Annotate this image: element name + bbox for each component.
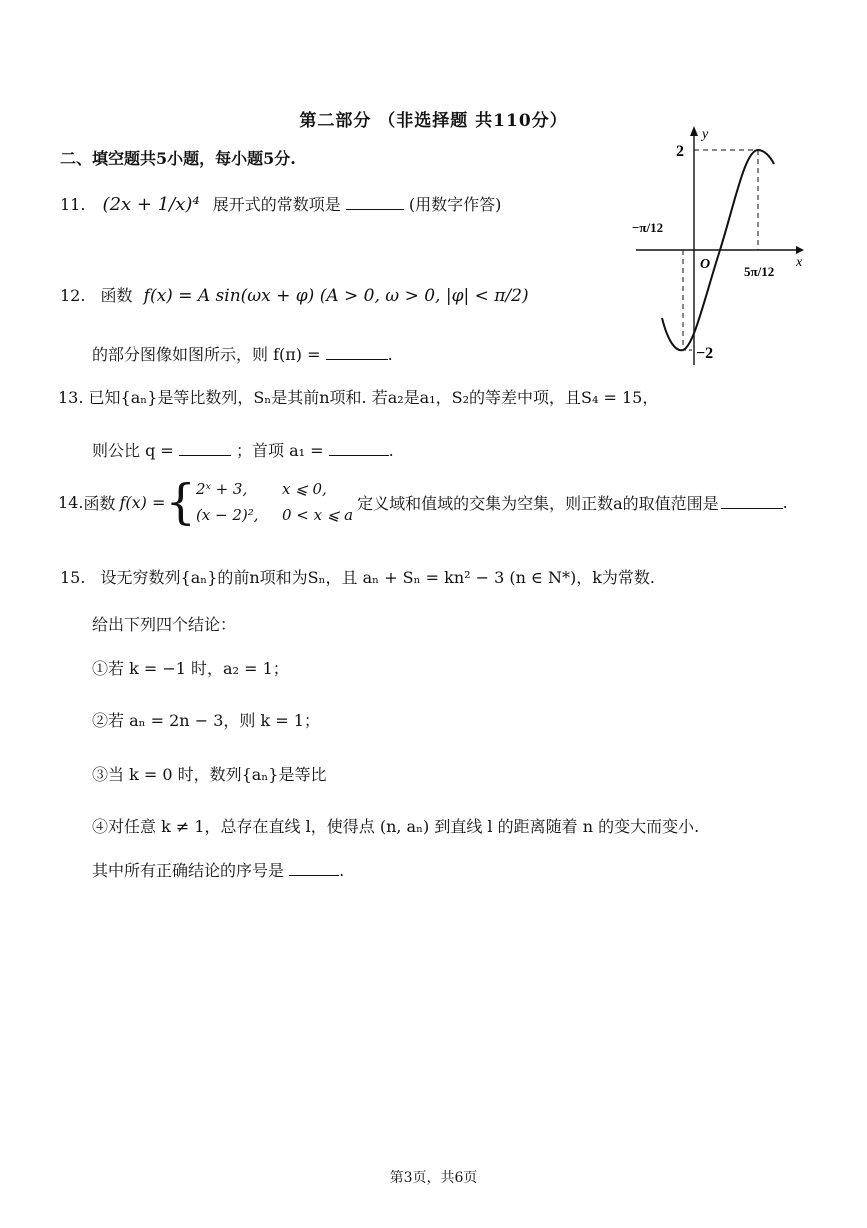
answer-blank[interactable] xyxy=(179,443,231,456)
q14-fx: f(x) = xyxy=(119,492,166,512)
conclusion-1: ①若 k = −1 时，a₂ = 1； xyxy=(92,659,289,678)
q15-ask: 其中所有正确结论的序号是 . xyxy=(92,861,345,880)
conclusion-3: ③当 k = 0 时，数列{aₙ}是等比 xyxy=(92,765,327,784)
q13-line1: 已知{aₙ}是等比数列，Sₙ是其前n项和. 若a₂是a₁，S₂的等差中项，且S₄ = 15， xyxy=(88,388,659,407)
question-number: 13. xyxy=(58,388,84,407)
question-12 xyxy=(60,283,529,306)
cond-2: 0 < x ⩽ a xyxy=(281,506,354,524)
answer-blank[interactable] xyxy=(721,496,783,509)
q14-text: 定义域和值域的交集为空集，则正数a的取值范围是 xyxy=(357,493,719,513)
y-max-label: 2 xyxy=(676,143,684,160)
q12-line2: 的部分图像如图所示，则 f(π) = xyxy=(92,345,321,364)
question-12-line2: 的部分图像如图所示，则 f(π) = . xyxy=(92,345,393,364)
question-13-line2: 则公比 q = ；首项 a₁ = . xyxy=(92,441,394,460)
q11-note: (用数字作答) xyxy=(408,195,502,214)
answer-blank[interactable] xyxy=(326,347,388,360)
x-left-label: −π/12 xyxy=(632,220,664,235)
conclusion-2: ②若 aₙ = 2n − 3，则 k = 1； xyxy=(92,711,320,730)
question-13 xyxy=(58,385,658,408)
answer-blank[interactable] xyxy=(329,443,389,456)
piece-1: 2ˣ + 3, xyxy=(195,480,248,498)
answer-blank[interactable] xyxy=(346,197,404,210)
page-footer: 第3页，共6页 xyxy=(389,1170,478,1186)
q11-text: 展开式的常数项是 xyxy=(212,195,341,214)
q15-intro: 给出下列四个结论： xyxy=(92,615,237,634)
question-number: 11. xyxy=(60,195,86,214)
conclusion-4: ④对任意 k ≠ 1，总存在直线 l，使得点 (n, aₙ) 到直线 l 的距离随着 n 的变大而变小. xyxy=(92,817,700,836)
question-number: 15. xyxy=(60,568,86,587)
question-15 xyxy=(60,565,655,588)
x-axis-label: x xyxy=(796,255,803,270)
left-brace: { xyxy=(165,474,196,530)
y-axis-label: y xyxy=(702,127,709,142)
x-right-label: 5π/12 xyxy=(744,264,775,279)
question-14: 14. 函数 f(x) = { 2ˣ + 3, x ⩽ 0, (x − 2)², 0 < x ⩽ a 定义域和值域的交集为空集，则正数a的取值范围是 . xyxy=(58,474,788,530)
question-11 xyxy=(60,192,501,215)
y-min-label: −2 xyxy=(696,345,714,362)
q15-ask-text: 其中所有正确结论的序号是 xyxy=(92,861,285,880)
q14-lead: 函数 xyxy=(83,493,116,513)
section-heading: 二、填空题共5小题，每小题5分. xyxy=(60,149,296,168)
cond-1: x ⩽ 0, xyxy=(281,480,327,498)
q12-lead: 函数 xyxy=(100,286,133,305)
question-number: 12. xyxy=(60,286,86,305)
piece-2: (x − 2)², xyxy=(195,506,259,524)
x-axis-arrow xyxy=(796,246,804,254)
q12-expression: f(x) = A sin(ωx + φ) (A > 0, ω > 0, |φ| < π/2) xyxy=(143,286,529,306)
q13-ratio-label: 则公比 q = xyxy=(92,441,174,460)
function-graph xyxy=(630,120,810,370)
q15-line1: 设无穷数列{aₙ}的前n项和为Sₙ，且 aₙ + Sₙ = kn² − 3 (n ∈ N*)，k为常数. xyxy=(100,568,655,587)
question-number: 14. xyxy=(58,492,84,512)
q11-expression: (2x + 1/x)⁴ xyxy=(102,194,200,215)
y-axis-arrow xyxy=(690,126,698,136)
q13-first-term-label: ；首项 a₁ = xyxy=(236,441,324,460)
origin-label: O xyxy=(700,257,711,272)
page-title: 第二部分 （非选择题 共110分） xyxy=(299,111,568,131)
answer-blank[interactable] xyxy=(289,863,339,876)
